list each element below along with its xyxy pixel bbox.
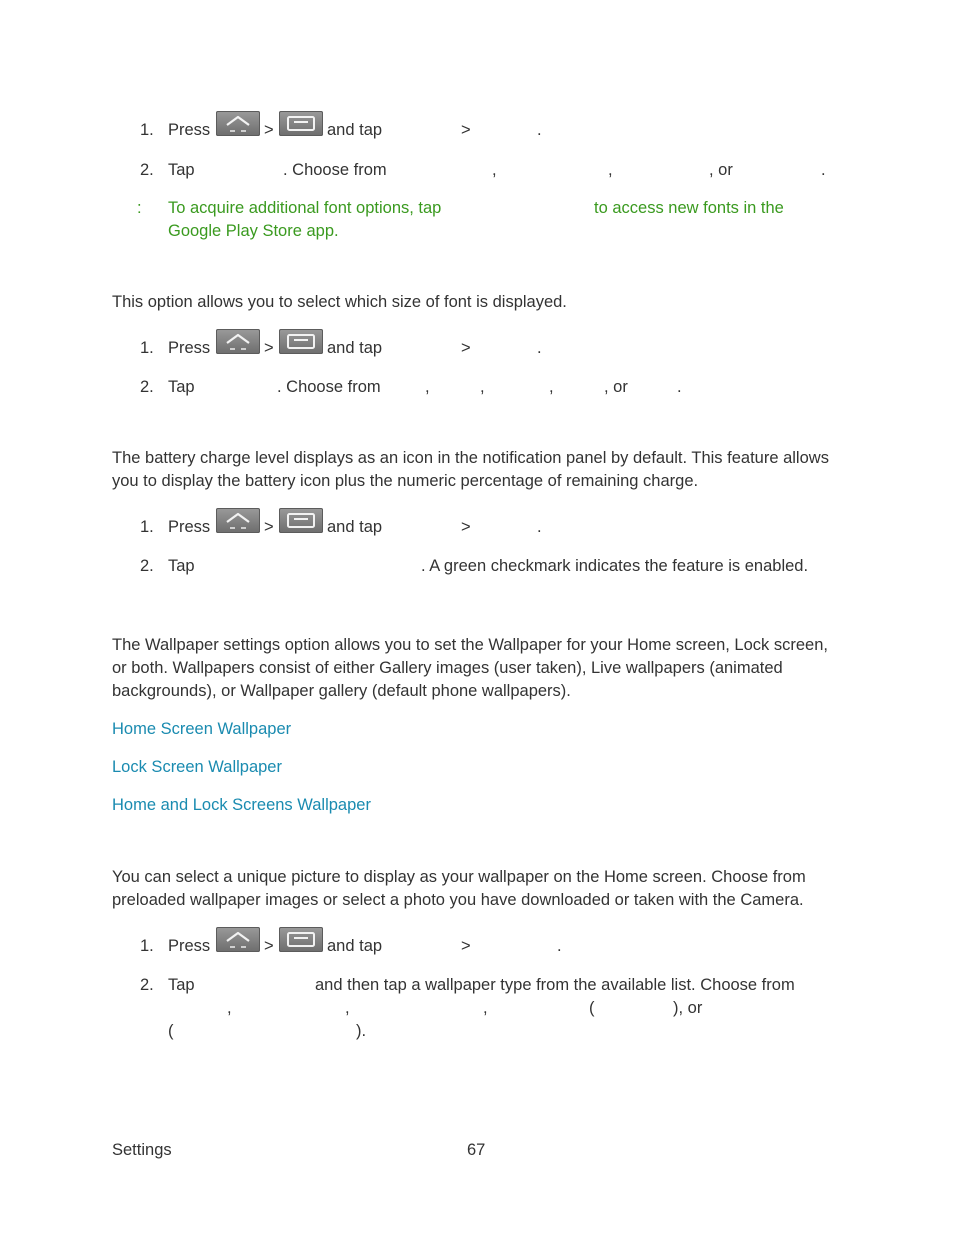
step-number: 2. [140, 557, 154, 575]
separator: > [461, 121, 471, 139]
home-key-icon [216, 329, 260, 354]
step-number: 2. [140, 976, 154, 994]
step-number: 1. [140, 937, 154, 955]
step-number: 2. [140, 378, 154, 396]
link-home-and-lock-screens-wallpaper[interactable]: Home and Lock Screens Wallpaper [112, 796, 371, 814]
step-number: 2. [140, 161, 154, 179]
separator: > [264, 518, 274, 536]
menu-key-icon [279, 329, 323, 354]
step-number: 1. [140, 518, 154, 536]
step-text: Press [168, 339, 211, 357]
tip-text: to access new fonts in the [594, 199, 784, 217]
step-text: Tap [168, 161, 195, 179]
step-text: Tap [168, 378, 195, 396]
step-text: . [557, 937, 562, 955]
separator: > [461, 937, 471, 955]
separator: > [264, 339, 274, 357]
home-key-icon [216, 927, 260, 952]
footer-section: Settings [112, 1141, 172, 1159]
separator: > [461, 518, 471, 536]
step-text: ), or [673, 999, 703, 1017]
section-intro: This option allows you to select which size of font is displayed. [112, 293, 567, 311]
home-key-icon [216, 111, 260, 136]
step-text: , [492, 161, 497, 179]
step-text: Press [168, 121, 211, 139]
step-text: , [345, 999, 350, 1017]
step-text: . [677, 378, 682, 396]
step-text: , or [709, 161, 733, 179]
menu-key-icon [279, 508, 323, 533]
step-text: and tap [327, 339, 383, 357]
step-text: , [480, 378, 485, 396]
step-text: Tap [168, 557, 195, 575]
step-number: 1. [140, 339, 154, 357]
separator: > [264, 121, 274, 139]
step-text: , [483, 999, 488, 1017]
step-text: . [821, 161, 826, 179]
step-text: . Choose from [277, 378, 381, 396]
step-text: Tap [168, 976, 195, 994]
tip-text: To acquire additional font options, tap [168, 199, 442, 217]
step-text: , [425, 378, 430, 396]
step-text: . [537, 339, 542, 357]
home-key-icon [216, 508, 260, 533]
link-home-screen-wallpaper[interactable]: Home Screen Wallpaper [112, 720, 292, 738]
separator: > [264, 937, 274, 955]
step-text: . [537, 518, 542, 536]
step-text: ( [589, 999, 595, 1017]
step-text: and tap [327, 518, 383, 536]
step-text: . [537, 121, 542, 139]
step-text: . Choose from [283, 161, 387, 179]
menu-key-icon [279, 111, 323, 136]
section-intro: The battery charge level displays as an icon in the notification panel by default. This feature allows you to display the battery icon plus the numeric percentage of remaining charge. [112, 449, 829, 490]
step-text: , [227, 999, 232, 1017]
step-text: , [608, 161, 613, 179]
separator: > [461, 339, 471, 357]
tip-text: Google Play Store app. [168, 222, 339, 240]
section-intro: You can select a unique picture to display as your wallpaper on the Home screen. Choose from preloaded wallpaper images or select a photo you have downloaded or taken with the Camera. [112, 868, 806, 909]
step-text: and tap [327, 121, 383, 139]
step-text: , or [604, 378, 628, 396]
link-lock-screen-wallpaper[interactable]: Lock Screen Wallpaper [112, 758, 282, 776]
step-number: 1. [140, 121, 154, 139]
step-text: . A green checkmark indicates the feature is enabled. [421, 557, 809, 575]
step-text: , [549, 378, 554, 396]
page-number: 67 [467, 1141, 486, 1159]
step-text: Press [168, 518, 211, 536]
step-text: Press [168, 937, 211, 955]
section-intro: The Wallpaper settings option allows you to set the Wallpaper for your Home screen, Lock screen, or both. Wallpapers consist of either Gallery images (user taken), Live wallpapers (animated backgrounds), or Wallpaper gallery (default phone wallpapers). [112, 636, 828, 700]
step-text: ). [356, 1022, 367, 1040]
tip-marker: : [137, 199, 142, 217]
menu-key-icon [279, 927, 323, 952]
step-text: and tap [327, 937, 383, 955]
step-text: ( [168, 1022, 174, 1040]
step-text: and then tap a wallpaper type from the available list. Choose from [315, 976, 795, 994]
